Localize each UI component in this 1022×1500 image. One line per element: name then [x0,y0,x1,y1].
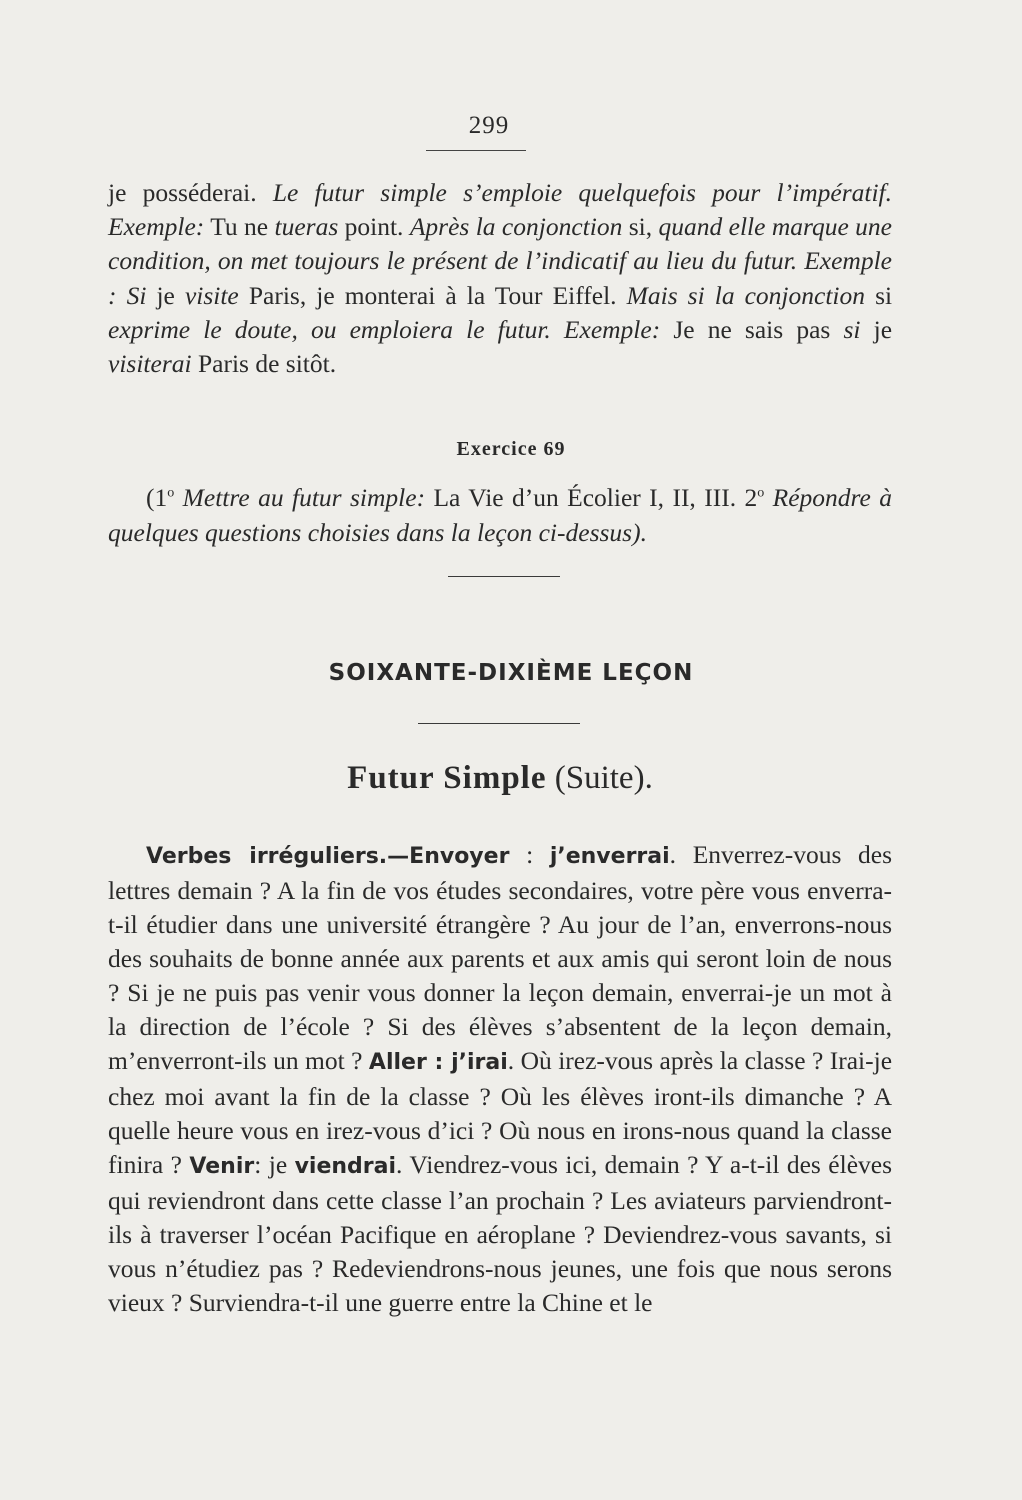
superscript: o [167,485,175,501]
text: point. [344,212,404,242]
text: Paris de sitôt. [197,349,337,379]
superscript: o [757,485,765,501]
italic-text: si [843,314,861,344]
exercise-instructions [108,480,892,550]
italic-text: Après la conjonction [409,212,623,242]
paragraph-irregular-verbs [108,838,892,1320]
lesson-title: SOIXANTE-DIXIÈME LEÇON [328,660,694,686]
text: si, [628,212,653,242]
bold-text: Verbes irréguliers.—Envoyer [146,844,510,869]
exercise-title: Exercice 69 [456,438,566,460]
italic-text: Mais si la conjonction [626,280,866,310]
text: je [156,280,175,310]
page-number-rule [426,150,526,151]
italic-text: visite [184,280,239,310]
text: . Viendrez-vous ici, demain ? Y a-t-il des élèves qui reviendront dans cette classe l’an prochain ? Les aviateurs parviendront-ils à traverser l’océan Pacifique en aéroplane ? Deviendrez-vous savants, si vous n’étudiez pas ? Redeviendrons-nous jeunes, une fois que nous serons vieux ? Surviendra-t-il une guerre entre la Chine et le [108,1150,893,1317]
bold-text: Venir [189,1154,255,1179]
text: je [873,314,893,344]
section-title [0,760,1000,797]
italic-text: visiterai [108,349,192,379]
text: Tu ne [210,212,269,242]
text: si [875,280,893,310]
italic-text: Répondre à quelques questions choisies dans la leçon ci-dessus). [108,483,892,547]
text: . Enverrez-vous des lettres demain ? A la fin de vos études secondaires, votre père vous enverra-t-il étudier dans une université étrangère ? Au jour de l’an, enverrons-nous des souhaits de bonne année aux parents et aux amis qui seront loin de nous ? Si je ne puis pas venir vous donner la leçon demain, enverrai-je un mot à la direction de l’école ? Si des élèves s’absentent de la leçon demain, m’enverront-ils un mot ? [108,840,893,1075]
bold-text: j’enverrai [549,844,670,869]
text: je posséderai. [108,178,257,207]
text: : je [254,1150,288,1179]
text: . Où irez-vous après la classe ? Irai-je chez moi avant la fin de la classe ? Où les élèves iront-ils dimanche ? A quelle heure vous en irez-vous d’ici ? Où nous en irons-nous quand la classe finira ? [108,1046,893,1179]
paragraph-futur-usage [108,176,892,381]
text: (1 [146,483,168,512]
section-title-suffix: (Suite). [554,760,653,796]
text: La Vie d’un Écolier I, II, III. 2 [433,483,758,512]
divider [448,576,560,577]
bold-text: Aller : j’irai [368,1050,508,1075]
text: Paris, je monterai à la Tour Eiffel. [248,280,617,310]
divider [418,723,580,724]
text: Je ne sais pas [673,314,831,344]
italic-text: Si [126,280,147,310]
italic-text: tueras [274,212,339,242]
italic-text: quand elle marque une condition, on met toujours le présent de l’indicatif au lieu du futur. Exemple : [108,212,893,310]
bold-text: viendrai [294,1154,397,1179]
italic-text: Mettre au futur simple: [182,483,426,512]
page-number: 299 [468,112,510,139]
italic-text: Le futur simple s’emploie quelquefois pour l’impératif. Exemple: [108,178,892,242]
text: : [526,840,534,869]
section-title-main: Futur Simple [347,760,547,796]
italic-text: exprime le doute, ou emploiera le futur. Exemple: [108,314,661,344]
